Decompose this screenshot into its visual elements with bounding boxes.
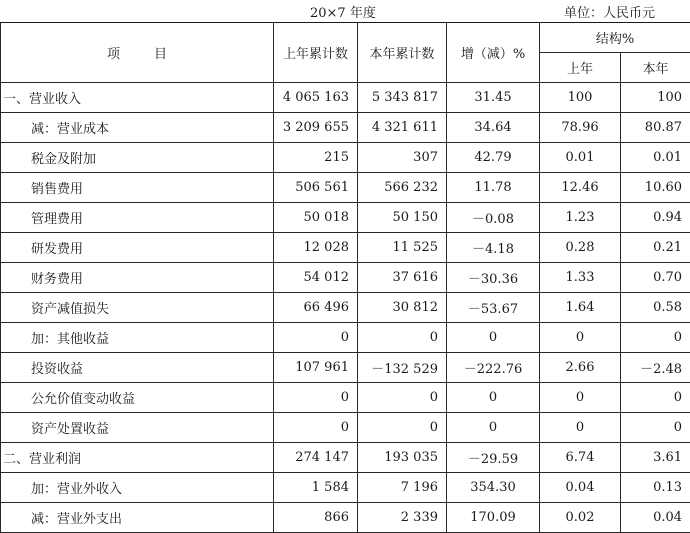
change-cell: 0	[447, 383, 540, 413]
prev-total-cell: 12 028	[274, 233, 358, 263]
row-label: 税金及附加	[1, 143, 274, 173]
prev-total-cell: 50 018	[274, 203, 358, 233]
table-row	[1, 293, 690, 323]
struct-prev-cell: 0	[540, 413, 621, 443]
struct-curr-cell: 0.04	[621, 503, 690, 533]
header-item-left: 项	[107, 47, 120, 62]
struct-prev-cell: 12.46	[540, 173, 621, 203]
struct-prev-cell: 100	[540, 83, 621, 113]
struct-prev-cell: 78.96	[540, 113, 621, 143]
struct-prev-cell: 0.04	[540, 473, 621, 503]
header-change: 增（减）%	[447, 23, 540, 83]
curr-total-cell: 37 616	[358, 263, 447, 293]
row-label: 公允价值变动收益	[1, 383, 274, 413]
struct-prev-cell: 2.66	[540, 353, 621, 383]
table-row	[1, 353, 690, 383]
change-cell: －4.18	[447, 233, 540, 263]
header-struct-prev: 上年	[540, 53, 621, 83]
struct-prev-cell: 0	[540, 383, 621, 413]
row-label: 投资收益	[1, 353, 274, 383]
table-row	[1, 383, 690, 413]
table-row	[1, 503, 690, 533]
curr-total-cell: 11 525	[358, 233, 447, 263]
change-cell: －29.59	[447, 443, 540, 473]
struct-curr-cell: 0.58	[621, 293, 690, 323]
change-cell: 170.09	[447, 503, 540, 533]
struct-curr-cell: 0	[621, 383, 690, 413]
curr-total-cell: 5 343 817	[358, 83, 447, 113]
row-label: 二、营业利润	[1, 443, 274, 473]
row-label: 管理费用	[1, 203, 274, 233]
table-row	[1, 83, 690, 113]
prev-total-cell: 506 561	[274, 173, 358, 203]
struct-prev-cell: 1.23	[540, 203, 621, 233]
header-struct-curr: 本年	[621, 53, 690, 83]
curr-total-cell: 30 812	[358, 293, 447, 323]
row-label: 减：营业外支出	[1, 503, 274, 533]
prev-total-cell: 3 209 655	[274, 113, 358, 143]
curr-total-cell: －132 529	[358, 353, 447, 383]
header-prev-total: 上年累计数	[274, 23, 358, 83]
prev-total-cell: 215	[274, 143, 358, 173]
prev-total-cell: 0	[274, 383, 358, 413]
prev-total-cell: 274 147	[274, 443, 358, 473]
prev-total-cell: 107 961	[274, 353, 358, 383]
curr-total-cell: 0	[358, 383, 447, 413]
table-row	[1, 263, 690, 293]
table-row	[1, 143, 690, 173]
struct-curr-cell: 0.13	[621, 473, 690, 503]
header-curr-total: 本年累计数	[358, 23, 447, 83]
table-row	[1, 413, 690, 443]
change-cell: 0	[447, 323, 540, 353]
curr-total-cell: 307	[358, 143, 447, 173]
row-label: 一、营业收入	[1, 83, 274, 113]
change-cell: 11.78	[447, 173, 540, 203]
change-cell: 354.30	[447, 473, 540, 503]
curr-total-cell: 566 232	[358, 173, 447, 203]
table-row	[1, 173, 690, 203]
curr-total-cell: 193 035	[358, 443, 447, 473]
curr-total-cell: 0	[358, 413, 447, 443]
curr-total-cell: 50 150	[358, 203, 447, 233]
table-row	[1, 443, 690, 473]
prev-total-cell: 4 065 163	[274, 83, 358, 113]
struct-prev-cell: 0	[540, 323, 621, 353]
prev-total-cell: 66 496	[274, 293, 358, 323]
currency-unit: 单位：人民币元	[564, 2, 655, 21]
table-row	[1, 323, 690, 353]
row-label: 销售费用	[1, 173, 274, 203]
row-label: 减：营业成本	[1, 113, 274, 143]
struct-prev-cell: 0.02	[540, 503, 621, 533]
row-label: 研发费用	[1, 233, 274, 263]
struct-curr-cell: 0	[621, 323, 690, 353]
prev-total-cell: 0	[274, 413, 358, 443]
row-label: 财务费用	[1, 263, 274, 293]
struct-curr-cell: 100	[621, 83, 690, 113]
table-caption	[0, 0, 690, 22]
row-label: 加：营业外收入	[1, 473, 274, 503]
struct-prev-cell: 1.64	[540, 293, 621, 323]
curr-total-cell: 2 339	[358, 503, 447, 533]
change-cell: 42.79	[447, 143, 540, 173]
fiscal-year: 20×7 年度	[310, 2, 376, 21]
curr-total-cell: 4 321 611	[358, 113, 447, 143]
struct-curr-cell: 3.61	[621, 443, 690, 473]
change-cell: 34.64	[447, 113, 540, 143]
change-cell: 31.45	[447, 83, 540, 113]
table-body	[1, 83, 690, 533]
table-row	[1, 473, 690, 503]
row-label: 资产处置收益	[1, 413, 274, 443]
change-cell: －53.67	[447, 293, 540, 323]
header-structure: 结构%	[540, 23, 690, 53]
prev-total-cell: 1 584	[274, 473, 358, 503]
curr-total-cell: 0	[358, 323, 447, 353]
table-row	[1, 203, 690, 233]
struct-prev-cell: 0.28	[540, 233, 621, 263]
struct-curr-cell: 0.01	[621, 143, 690, 173]
struct-curr-cell: 0.70	[621, 263, 690, 293]
change-cell: －222.76	[447, 353, 540, 383]
row-label: 加：其他收益	[1, 323, 274, 353]
struct-curr-cell: 0	[621, 413, 690, 443]
change-cell: 0	[447, 413, 540, 443]
prev-total-cell: 0	[274, 323, 358, 353]
struct-curr-cell: －2.48	[621, 353, 690, 383]
table-row	[1, 113, 690, 143]
prev-total-cell: 866	[274, 503, 358, 533]
struct-prev-cell: 6.74	[540, 443, 621, 473]
table-header	[1, 23, 690, 83]
header-item-right: 目	[154, 47, 167, 62]
curr-total-cell: 7 196	[358, 473, 447, 503]
struct-curr-cell: 10.60	[621, 173, 690, 203]
struct-curr-cell: 0.94	[621, 203, 690, 233]
struct-curr-cell: 80.87	[621, 113, 690, 143]
header-item	[1, 23, 274, 83]
row-label: 资产减值损失	[1, 293, 274, 323]
prev-total-cell: 54 012	[274, 263, 358, 293]
struct-curr-cell: 0.21	[621, 233, 690, 263]
struct-prev-cell: 1.33	[540, 263, 621, 293]
change-cell: －30.36	[447, 263, 540, 293]
income-statement-table	[0, 22, 690, 533]
change-cell: －0.08	[447, 203, 540, 233]
struct-prev-cell: 0.01	[540, 143, 621, 173]
table-row	[1, 233, 690, 263]
